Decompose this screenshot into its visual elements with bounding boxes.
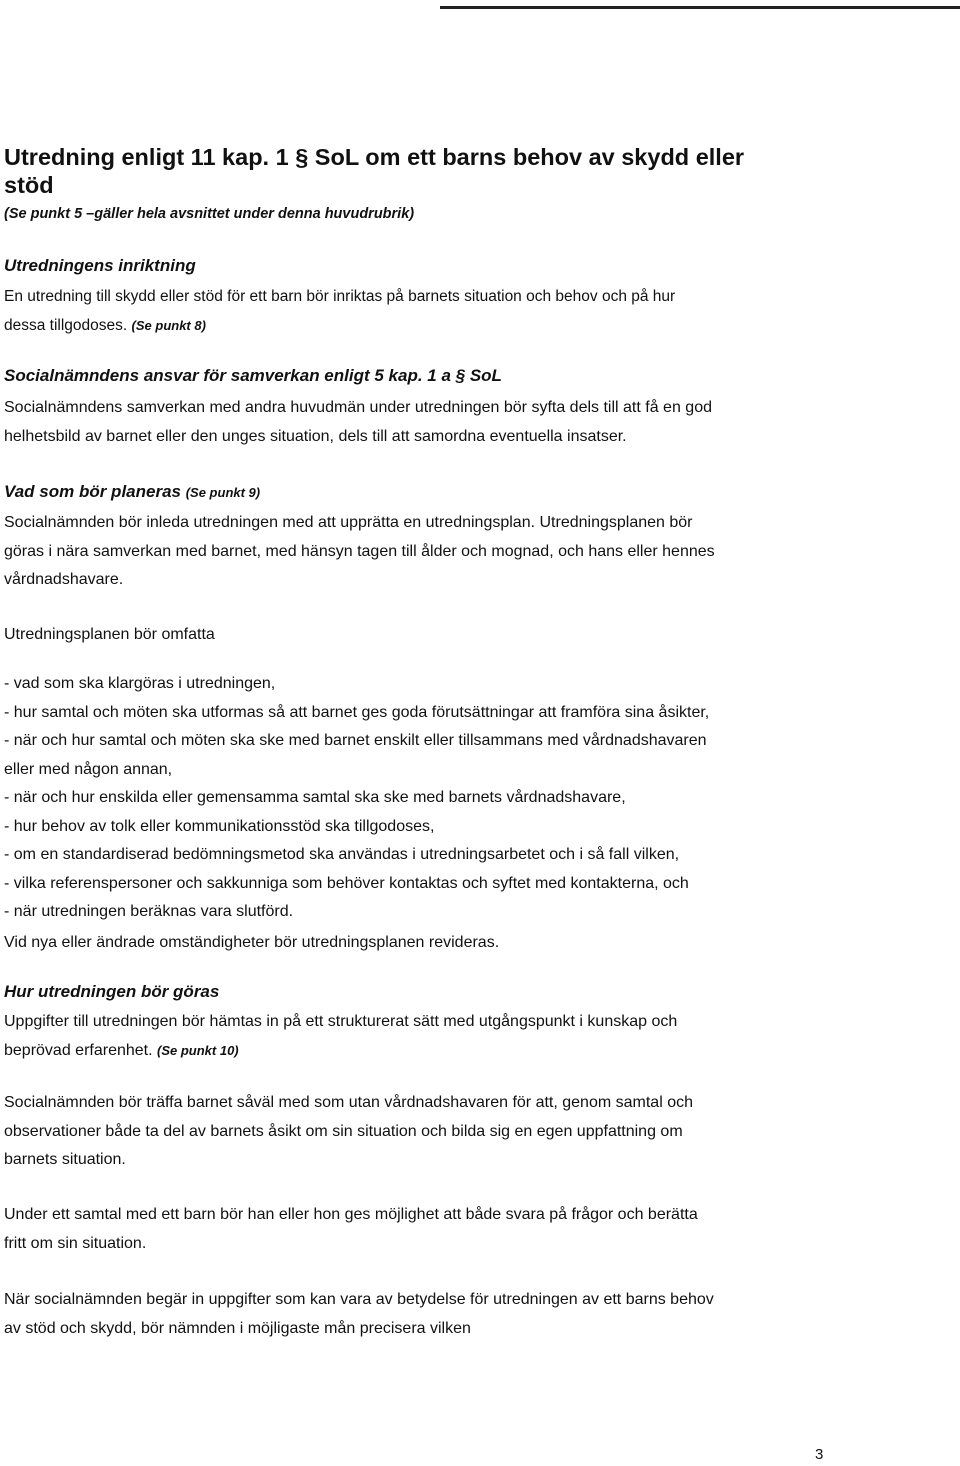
planeras-line-3: vårdnadshavare. — [4, 571, 124, 588]
plan-items-list — [4, 670, 709, 927]
samverkan-line-1: Socialnämndens samverkan med andra huvudmän under utredningen bör syfta dels till att få en god — [4, 399, 712, 416]
list-item: - när och hur samtal och möten ska ske med barnet enskilt eller tillsammans med vårdnadshavaren — [4, 732, 707, 749]
goras-p3-line-2: fritt om sin situation. — [4, 1234, 147, 1252]
goras-p1-line-2: beprövad erfarenhet. — [4, 1041, 153, 1059]
list-item: - hur behov av tolk eller kommunikationsstöd ska tillgodoses, — [4, 817, 435, 835]
heading-planeras-text: Vad som bör planeras — [4, 482, 181, 501]
inriktning-line-1: En utredning till skydd eller stöd för ett barn bör inriktas på barnets situation och behov och på hur — [4, 288, 676, 305]
list-item: - om en standardiserad bedömningsmetod ska användas i utredningsarbetet och i så fall vilken, — [4, 846, 680, 863]
list-item: eller med någon annan, — [4, 760, 173, 778]
revision-note: Vid nya eller ändrade omständigheter bör utredningsplanen revideras. — [4, 934, 500, 951]
goras-p4-line-1: När socialnämnden begär in uppgifter som kan vara av betydelse för utredningen av ett barns behov — [4, 1291, 714, 1308]
goras-p3-line-1: Under ett samtal med ett barn bör han eller hon ges möjlighet att både svara på frågor och berätta — [4, 1206, 698, 1223]
heading-inriktning: Utredningens inriktning — [4, 256, 196, 275]
goras-p2-line-1: Socialnämnden bör träffa barnet såväl med som utan vårdnadshavaren för att, genom samtal och — [4, 1094, 693, 1111]
plan-intro: Utredningsplanen bör omfatta — [4, 626, 215, 643]
heading-planeras — [4, 482, 260, 502]
list-item: - vad som ska klargöras i utredningen, — [4, 675, 276, 692]
title-line-1: Utredning enligt 11 kap. 1 § SoL om ett barns behov av skydd eller — [4, 144, 745, 170]
paragraph-samverkan — [4, 394, 712, 451]
samverkan-line-2: helhetsbild av barnet eller den unges situation, dels till att samordna eventuella insatser. — [4, 427, 627, 445]
subtitle: (Se punkt 5 –gäller hela avsnittet under denna huvudrubrik) — [4, 206, 415, 222]
list-item: - när utredningen beräknas vara slutförd. — [4, 903, 294, 920]
ref-punkt-9: (Se punkt 9) — [185, 485, 261, 500]
list-item: - vilka referenspersoner och sakkunniga som behöver kontaktas och syftet med kontakterna, och — [4, 874, 689, 892]
goras-p2-line-2: observationer både ta del av barnets åsikt om sin situation och bilda sig en egen uppfattning om — [4, 1122, 683, 1140]
list-item: - när och hur enskilda eller gemensamma samtal ska ske med barnets vårdnadshavare, — [4, 789, 626, 806]
planeras-line-2: göras i nära samverkan med barnet, med hänsyn tagen till ålder och mognad, och hans eller hennes — [4, 542, 715, 560]
page-number: 3 — [815, 1446, 824, 1463]
ref-punkt-8: (Se punkt 8) — [131, 317, 206, 333]
paragraph-planeras — [4, 509, 715, 595]
goras-p4-line-2: av stöd och skydd, bör nämnden i möjligaste mån precisera vilken — [4, 1319, 471, 1337]
paragraph-goras-3 — [4, 1201, 698, 1258]
document-title — [4, 143, 744, 199]
planeras-line-1: Socialnämnden bör inleda utredningen med att upprätta en utredningsplan. Utredningsplanen bör — [4, 514, 693, 531]
paragraph-inriktning — [4, 283, 675, 340]
list-item: - hur samtal och möten ska utformas så att barnet ges goda förutsättningar att framföra sina åsikter, — [4, 703, 710, 721]
heading-samverkan: Socialnämndens ansvar för samverkan enligt 5 kap. 1 a § SoL — [4, 366, 502, 385]
paragraph-goras-4 — [4, 1286, 714, 1343]
goras-p2-line-3: barnets situation. — [4, 1151, 126, 1168]
ref-punkt-10: (Se punkt 10) — [157, 1042, 239, 1058]
heading-goras: Hur utredningen bör göras — [4, 982, 220, 1001]
scan-edge-line — [440, 6, 960, 9]
inriktning-line-2: dessa tillgodoses. — [4, 316, 128, 334]
title-line-2: stöd — [4, 172, 54, 198]
paragraph-goras-1 — [4, 1008, 677, 1065]
paragraph-goras-2 — [4, 1089, 693, 1175]
goras-p1-line-1: Uppgifter till utredningen bör hämtas in på ett strukturerat sätt med utgångspunkt i kunskap och — [4, 1013, 678, 1030]
